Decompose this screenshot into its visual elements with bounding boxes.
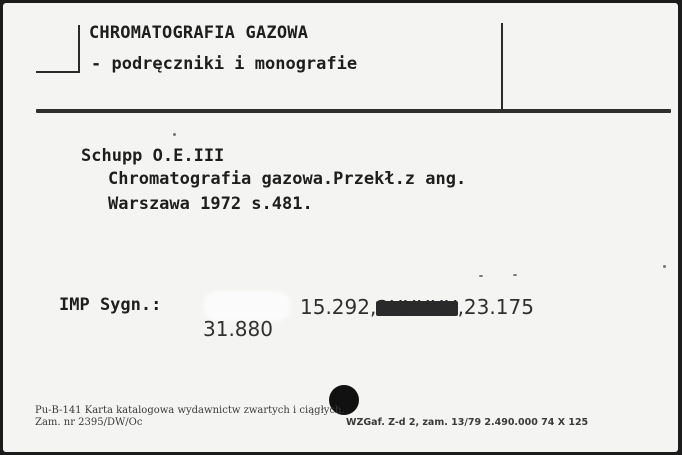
footer-form-line: Pu-B-141 Karta katalogowa wydawnictw zwartych i ciągłych. [35,405,345,416]
catalog-card [3,3,678,452]
speck [173,133,176,136]
heading-right-rule [501,23,503,109]
signature-label: IMP Sygn.: [59,295,162,315]
signature-struck-out: 2XXXXX [376,296,458,320]
subject-subheading: - podręczniki i monografie [91,54,358,74]
signature-value-line2: 31.880 [203,317,273,341]
subject-heading: CHROMATOGRAFIA GAZOWA [89,23,309,43]
signature-prefix: 15.292, [300,295,377,319]
entry-imprint: Warszawa 1972 s.481. [108,194,313,214]
footer-order-line: Zam. nr 2395/DW/Oc [35,417,143,428]
footer-print-line: WZGaf. Z-d 2, zam. 13/79 2.490.000 74 X 125 [346,417,589,428]
speck [663,265,666,268]
speck [479,275,483,277]
speck [513,274,517,276]
entry-author: Schupp O.E.III [81,146,225,166]
entry-title: Chromatografia gazowa.Przekł.z ang. [108,169,467,189]
heading-divider [36,109,671,113]
signature-values [300,295,534,319]
heading-bracket-horizontal [36,71,80,73]
heading-bracket-vertical [78,25,80,73]
signature-suffix: ,23.175 [457,295,534,319]
